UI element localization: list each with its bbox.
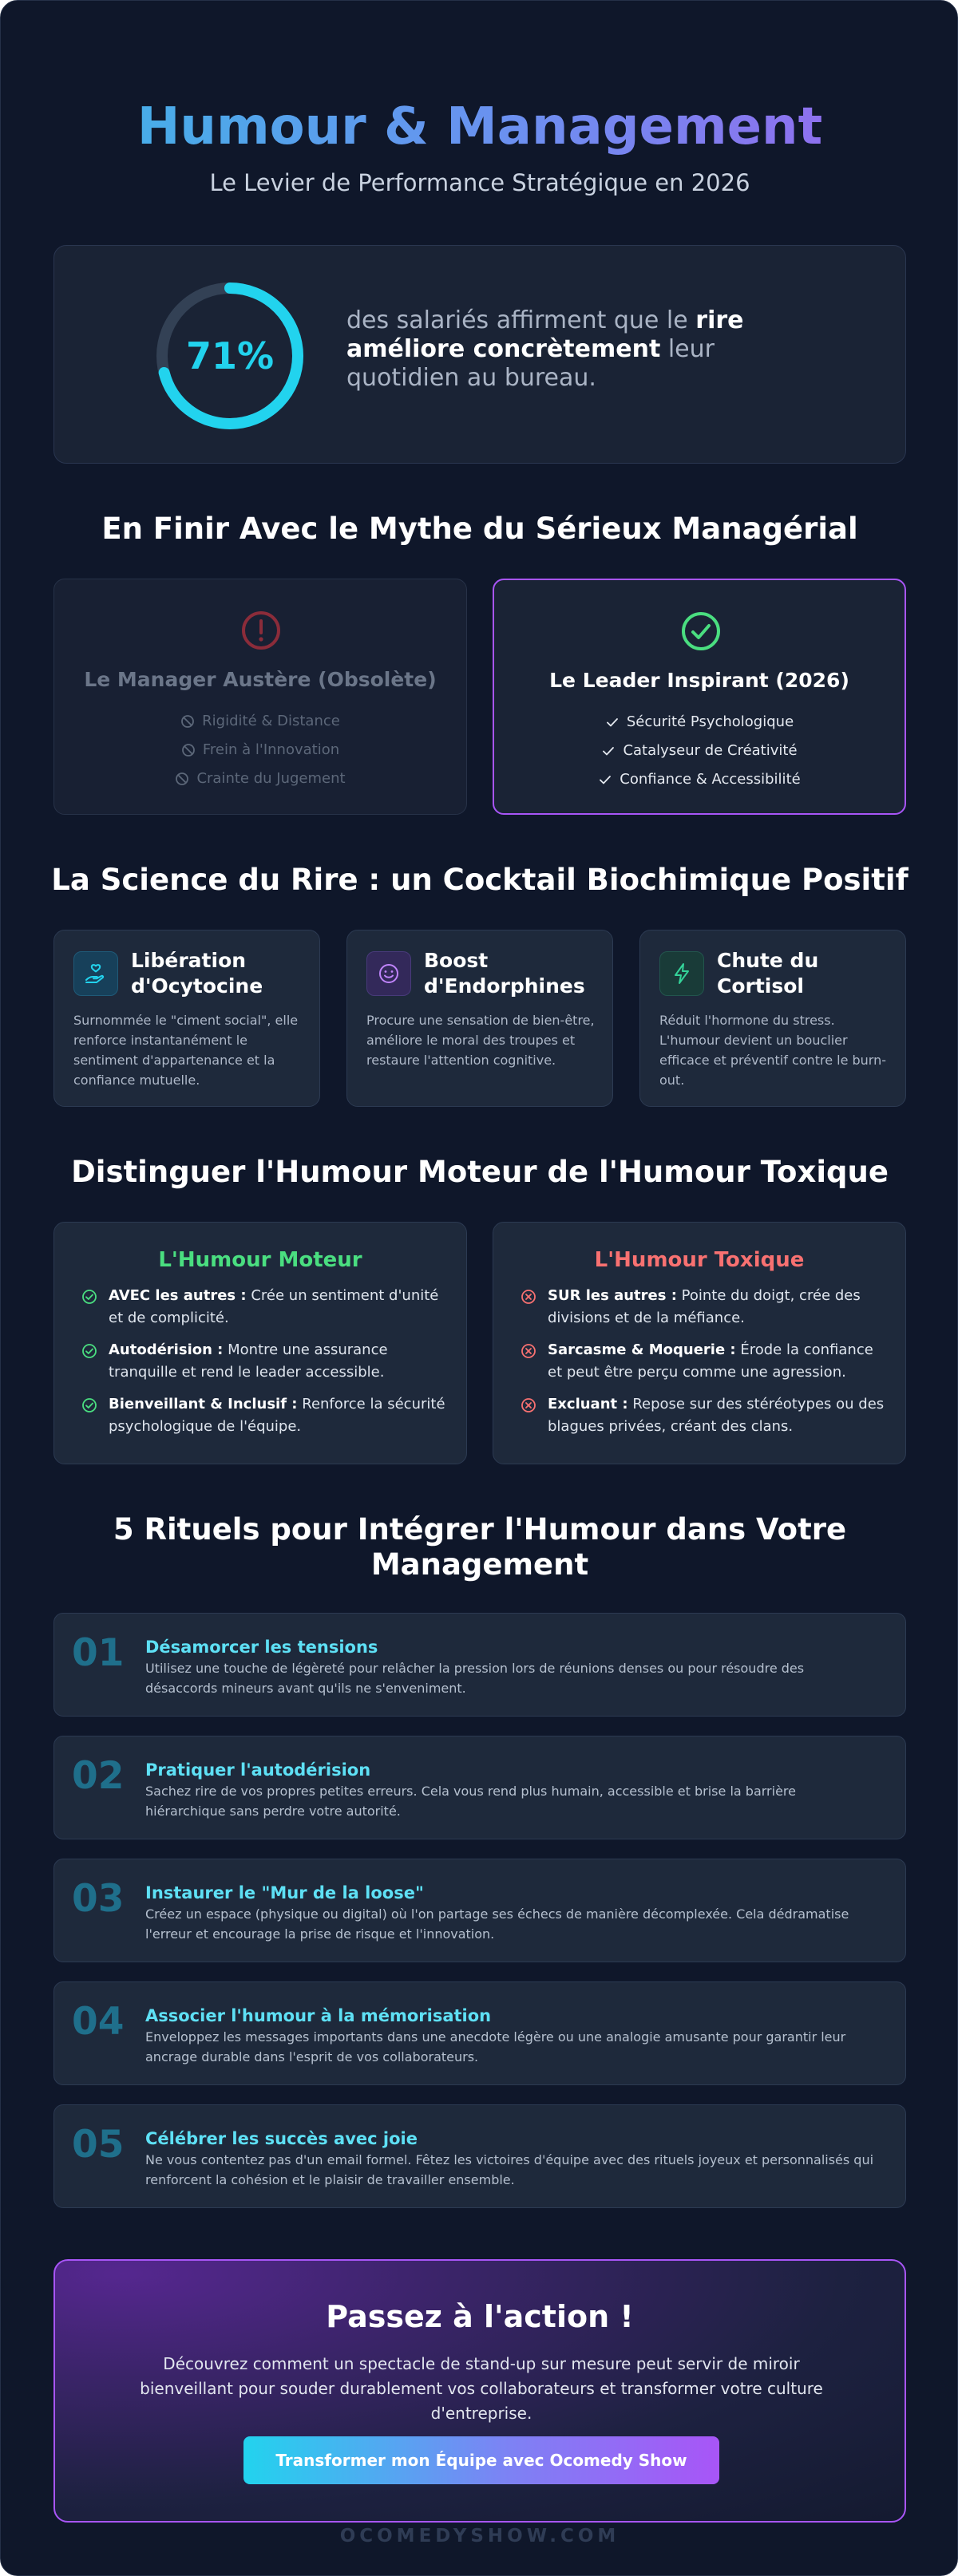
- list-item: [521, 1339, 885, 1384]
- myth-section-title: En Finir Avec le Mythe du Sérieux Managérial: [101, 512, 858, 546]
- ritual-desc: Utilisez une touche de légèreté pour relâcher la pression lors de réunions denses ou pour résoudre des désaccords mineurs avant qu'ils ne s'enveniment.: [145, 1661, 805, 1696]
- list-item: [81, 1285, 445, 1329]
- inspiring-leader-title: Le Leader Inspirant (2026): [549, 669, 849, 692]
- austere-manager-list: [54, 707, 466, 793]
- ritual-desc: Créez un espace (physique ou digital) où l'on partage ses échecs de manière décomplexée. Cela dédramatise l'erreur et encourage la prise de risque et l'innovation.: [145, 1906, 849, 1942]
- ritual-number: 03: [72, 1877, 125, 1921]
- stat-text-after: leur quotidien au bureau.: [346, 335, 715, 392]
- ritual-title: Désamorcer les tensions: [145, 1638, 378, 1657]
- check-circle-icon: [81, 1343, 97, 1359]
- science-card-desc: Surnommée le "ciment social", elle renforce instantanément le sentiment d'appartenance et la confiance mutuelle.: [73, 1013, 299, 1088]
- stat-text: [346, 306, 794, 393]
- austere-manager-card: [53, 579, 467, 815]
- ritual-desc: Ne vous contentez pas d'un email formel. Fêtez les victoires d'équipe avec des rituels joyeux et personnalisés qui renforcent la cohésion et le plaisir de travailler ensemble.: [145, 2152, 874, 2187]
- check-circle-icon: [680, 610, 722, 652]
- science-card-cortisol: [639, 930, 906, 1107]
- ritual-card: [53, 1736, 906, 1839]
- stat-card: [53, 245, 906, 464]
- ritual-card: [53, 1613, 906, 1717]
- science-section-title: La Science du Rire : un Cocktail Biochimique Positif: [51, 863, 909, 897]
- ritual-title: Instaurer le "Mur de la loose": [145, 1883, 424, 1902]
- list-item-bold: Autodérision :: [109, 1341, 224, 1358]
- stat-text-before: des salariés affirment que le: [346, 306, 688, 334]
- science-card-title: Chute du Cortisol: [717, 949, 819, 998]
- ban-icon: [181, 743, 196, 757]
- ritual-number: 04: [72, 2000, 125, 2044]
- page-title: Humour & Management: [1, 95, 958, 159]
- list-item-text: Repose sur des stéréotypes ou des blagues privées, créant des clans.: [548, 1396, 885, 1435]
- ritual-card: [53, 2104, 906, 2208]
- ritual-title: Pratiquer l'autodérision: [145, 1760, 371, 1780]
- check-icon: [598, 772, 612, 787]
- list-item-bold: Excluant :: [548, 1396, 628, 1412]
- check-icon: [605, 715, 620, 729]
- exclamation-circle-icon: [240, 610, 282, 651]
- science-card-desc: Procure une sensation de bien-être, améliore le moral des troupes et restaure l'attention cognitive.: [366, 1013, 595, 1068]
- ritual-number: 02: [72, 1754, 125, 1798]
- list-item: [54, 736, 466, 765]
- list-item: [54, 707, 466, 736]
- cta-card: [53, 2259, 906, 2523]
- list-item-label: Frein à l'Innovation: [202, 741, 340, 758]
- list-item-bold: SUR les autres :: [548, 1287, 677, 1304]
- inspiring-leader-card: [493, 579, 906, 815]
- ritual-card: [53, 1981, 906, 2085]
- ritual-desc: Sachez rire de vos propres petites erreurs. Cela vous rend plus humain, accessible et brise la barrière hiérarchique sans perdre votre autorité.: [145, 1784, 796, 1819]
- x-circle-icon: [521, 1289, 536, 1305]
- list-item: [81, 1339, 445, 1384]
- list-item-bold: AVEC les autres :: [109, 1287, 247, 1304]
- list-item-bold: Sarcasme & Moquerie :: [548, 1341, 736, 1358]
- list-item-label: Crainte du Jugement: [196, 770, 346, 787]
- humour-toxique-list: [521, 1285, 885, 1448]
- lightning-icon: [659, 951, 704, 996]
- check-icon: [601, 744, 616, 758]
- header: [1, 95, 958, 199]
- science-card-endorphines: [346, 930, 613, 1107]
- list-item: [494, 708, 905, 737]
- page-subtitle: Le Levier de Performance Stratégique en 2026: [209, 169, 750, 196]
- list-item-label: Catalyseur de Créativité: [623, 742, 798, 759]
- check-circle-icon: [81, 1289, 97, 1305]
- list-item-label: Rigidité & Distance: [202, 713, 340, 729]
- austere-manager-title: Le Manager Austère (Obsolète): [84, 668, 437, 691]
- list-item: [494, 737, 905, 765]
- humour-moteur-list: [81, 1285, 445, 1448]
- cta-title: Passez à l'action !: [326, 2299, 634, 2334]
- ban-icon: [180, 714, 195, 729]
- list-item-bold: Bienveillant & Inclusif :: [109, 1396, 298, 1412]
- humour-moteur-card: [53, 1222, 467, 1464]
- x-circle-icon: [521, 1343, 536, 1359]
- science-card-title: Boost d'Endorphines: [424, 949, 585, 998]
- humour-toxique-title: L'Humour Toxique: [594, 1248, 805, 1272]
- list-item-label: Confiance & Accessibilité: [620, 771, 801, 788]
- humor-section-title: Distinguer l'Humour Moteur de l'Humour Toxique: [71, 1155, 889, 1189]
- list-item-text: Renforce la sécurité psychologique de l'équipe.: [109, 1396, 445, 1435]
- footer-brand: OCOMEDYSHOW.COM: [339, 2526, 620, 2546]
- cta-text: Découvrez comment un spectacle de stand-up sur mesure peut servir de miroir bienveillant pour souder durablement vos collaborateurs et transformer votre culture d'entreprise.: [140, 2354, 823, 2423]
- ritual-number: 01: [72, 1631, 125, 1675]
- science-card-title: Libération d'Ocytocine: [131, 949, 263, 998]
- list-item-text: Crée un sentiment d'unité et de complicité.: [109, 1287, 439, 1326]
- ban-icon: [175, 772, 189, 786]
- list-item: [54, 765, 466, 793]
- stat-text-bold: rire améliore concrètement: [346, 306, 744, 363]
- hand-heart-icon: [73, 951, 118, 996]
- ritual-number: 05: [72, 2123, 125, 2167]
- list-item-text: Montre une assurance tranquille et rend le leader accessible.: [109, 1341, 388, 1381]
- humour-moteur-title: L'Humour Moteur: [158, 1248, 362, 1272]
- inspiring-leader-list: [494, 708, 905, 794]
- list-item: [521, 1393, 885, 1438]
- list-item-text: Pointe du doigt, crée des divisions et de la méfiance.: [548, 1287, 861, 1326]
- list-item: [81, 1393, 445, 1438]
- check-circle-icon: [81, 1397, 97, 1413]
- science-card-desc: Réduit l'hormone du stress. L'humour devient un bouclier efficace et préventif contre le burn-out.: [659, 1013, 886, 1088]
- ritual-card: [53, 1859, 906, 1962]
- ritual-title: Célébrer les succès avec joie: [145, 2129, 418, 2148]
- stat-value: 71%: [185, 334, 275, 377]
- science-card-ocytocine: [53, 930, 320, 1107]
- ritual-desc: Enveloppez les messages importants dans une anecdote légère ou une analogie amusante pour garantir leur ancrage durable dans l'esprit de vos collaborateurs.: [145, 2029, 846, 2064]
- list-item-label: Sécurité Psychologique: [626, 713, 794, 730]
- list-item: [521, 1285, 885, 1329]
- cta-button[interactable]: Transformer mon Équipe avec Ocomedy Show: [243, 2436, 719, 2484]
- list-item: [494, 765, 905, 794]
- rituals-section-title: 5 Rituels pour Intégrer l'Humour dans Votre Management: [113, 1512, 847, 1582]
- humour-toxique-card: [493, 1222, 906, 1464]
- smile-icon: [366, 951, 411, 996]
- x-circle-icon: [521, 1397, 536, 1413]
- list-item-text: Érode la confiance et peut être perçu comme une agression.: [548, 1341, 873, 1381]
- ritual-title: Associer l'humour à la mémorisation: [145, 2006, 492, 2025]
